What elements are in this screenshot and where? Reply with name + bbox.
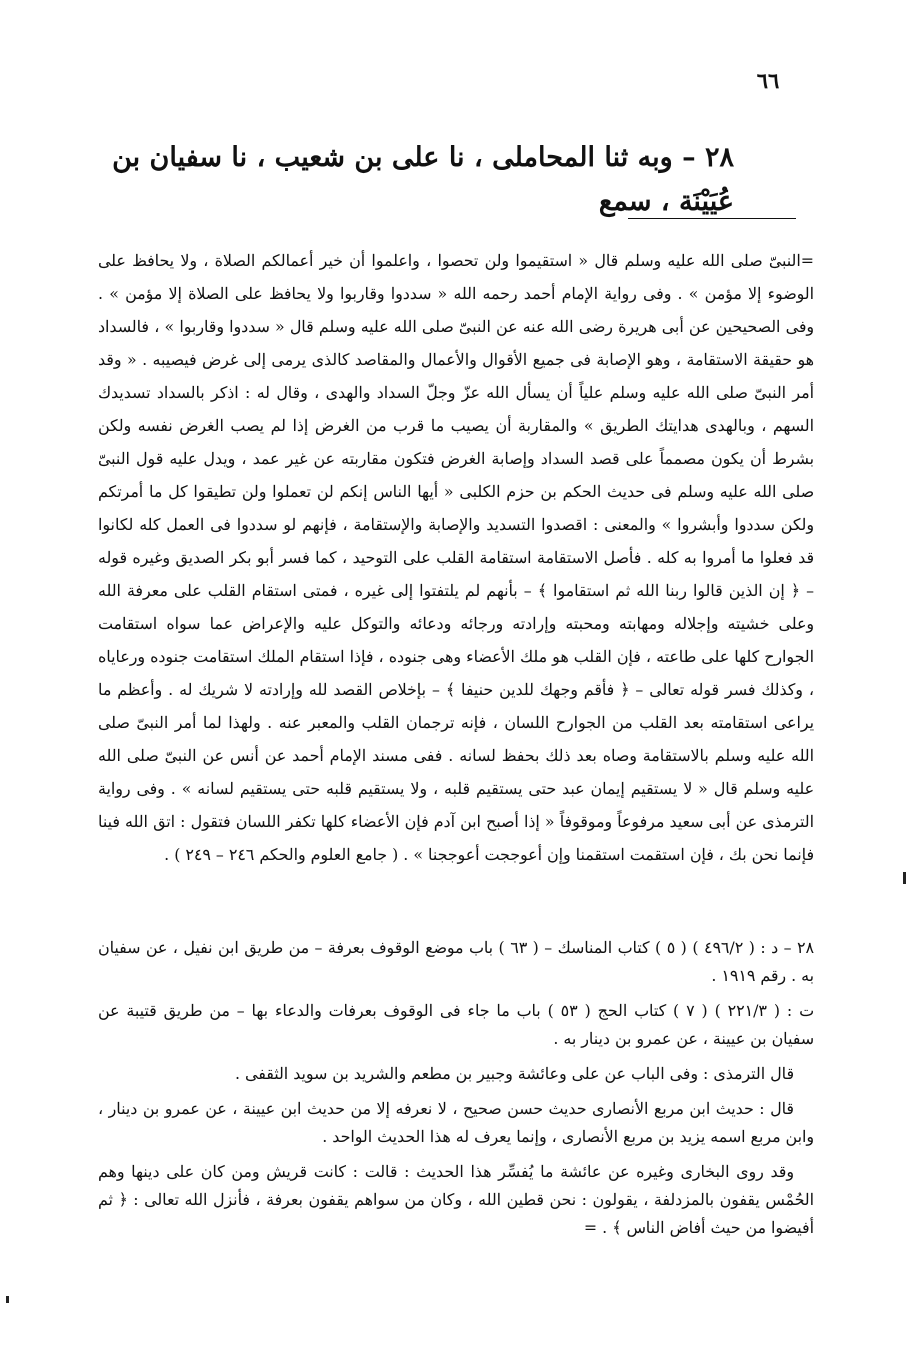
note-tirmidhi-chapter: قال الترمذى : وفى الباب عن على وعائشة وجبير بن مطعم والشريد بن سويد الثقفى . xyxy=(235,1064,794,1083)
note-tirmidhi-grading: قال : حديث ابن مربع الأنصارى حديث حسن صحيح ، لا نعرفه إلا من حديث ابن عيينة ، عن عمرو بن دينار ، وابن مربع اسمه يزيد بن مربع الأنصارى ، وإنما يعرف له هذا الحديث الواحد . xyxy=(98,1099,814,1146)
page-number: ٦٦ xyxy=(756,68,780,93)
note-abu-dawud: ٢٨ – د : ( ٤٩٦/٢ ) ( ٥ ) كتاب المناسك – ( ٦٣ ) باب موضع الوقوف بعرفة – من طريق ابن نفيل ، عن سفيان به . رقم ١٩١٩ . xyxy=(98,938,814,985)
commentary-footnote xyxy=(98,244,814,871)
hadith-heading: ٢٨ – وبه ثنا المحاملى ، نا على بن شعيب ، نا سفيان بن عُيَيْنَة ، سمع xyxy=(112,142,734,217)
scan-mark xyxy=(6,1296,9,1303)
takhrij-notes xyxy=(98,934,814,1249)
scan-mark xyxy=(903,872,906,884)
note-tirmidhi: ت : ( ٢٢١/٣ ) ( ٧ ) كتاب الحج ( ٥٣ ) باب ما جاء فى الوقوف بعرفات والدعاء بها – من طريق قتيبة عن سفيان بن عيينة ، عن عمرو بن دينار به . xyxy=(98,1001,815,1048)
note-bukhari-explanation: وقد روى البخارى وغيره عن عائشة ما يُفسِّر هذا الحديث : قالت : كانت قريش ومن كان على دينها وهم الحُمْس يقفون بالمزدلفة ، يقولون : نحن قطين الله ، وكان من سواهم يقفون بعرفة ، فأنزل الله تعالى : ﴿ ثم أفيضوا من حيث أفاض الناس ﴾ . = xyxy=(98,1162,814,1237)
footnote-separator-rule xyxy=(628,218,796,219)
commentary-paragraph: =النبىّ صلى الله عليه وسلم قال « استقيموا ولن تحصوا ، واعلموا أن خير أعمالكم الصلاة ، ولا يحافظ على الوضوء إلا مؤمن » . وفى رواية الإمام أحمد رحمه الله « سددوا وقاربوا ولا يحافظ على الصلاة إلا مؤمن » . وفى الصحيحين عن أبى هريرة رضى الله عنه عن النبىّ صلى الله عليه وسلم قال « سددوا وقاربوا » ، فالسداد هو حقيقة الاستقامة ، وهو الإصابة فى جميع الأقوال والأعمال والمقاصد كالذى يرمى إلى غرض فيصيبه . « وقد أمر النبىّ صلى الله عليه وسلم علياً أن يسأل الله عزّ وجلّ السداد والهدى ، وقال له : اذكر بالسداد تسديدك السهم ، وبالهدى هدايتك الطريق » والمقاربة أن يصيب ما قرب من الغرض إذا لم يصب الغرض نفسه ولكن بشرط أن يكون مصمماً على قصد السداد وإصابة الغرض فتكون مقاربته عن غير عمد ، ويدل عليه قول النبىّ صلى الله عليه وسلم فى حديث الحكم بن حزم الكلبى « أيها الناس إنكم لن تعملوا ولن تطيقوا كل ما أمرتكم ولكن سددوا وأبشروا » والمعنى : اقصدوا التسديد والإصابة والإستقامة ، فإنهم لو سددوا فى العمل كله لكانوا قد فعلوا ما أمروا به كله . فأصل الاستقامة استقامة القلب على التوحيد ، كما فسر أبو بكر الصديق وغيره قوله – ﴿ إن الذين قالوا ربنا الله ثم استقاموا ﴾ – بأنهم لم يلتفتوا إلى غيره ، فمتى استقام القلب على معرفة الله وعلى خشيته وإجلاله ومهابته ومحبته وإرادته ورجائه ودعائه والتوكل عليه والإعراض عما سواه استقامت الجوارح كلها على طاعته ، فإن القلب هو ملك الأعضاء وهى جنوده ، فإذا استقام الملك استقامت جنوده ورعاياه ، وكذلك فسر قوله تعالى – ﴿ فأقم وجهك للدين حنيفا ﴾ – بإخلاص القصد لله وإرادته لا شريك له . وأعظم ما يراعى استقامته بعد القلب من الجوارح اللسان ، فإنه ترجمان القلب والمعبر عنه . ولهذا لما أمر النبىّ صلى الله عليه وسلم بالاستقامة وصاه بعد ذلك بحفظ لسانه . ففى مسند الإمام أحمد عن أنس عن النبىّ صلى الله عليه وسلم قال « لا يستقيم إيمان عبد حتى يستقيم قلبه ، ولا يستقيم قلبه حتى يستقيم لسانه » . وفى رواية الترمذى عن أبى سعيد مرفوعاً وموقوفاً « إذا أصبح ابن آدم فإن الأعضاء كلها تكفر اللسان فتقول : اتق الله فينا فإنما نحن بك ، فإن استقمت استقمنا وإن أعوججت أعوججنا » . ( جامع العلوم والحكم ٢٤٦ – ٢٤٩ ) . xyxy=(98,251,814,864)
